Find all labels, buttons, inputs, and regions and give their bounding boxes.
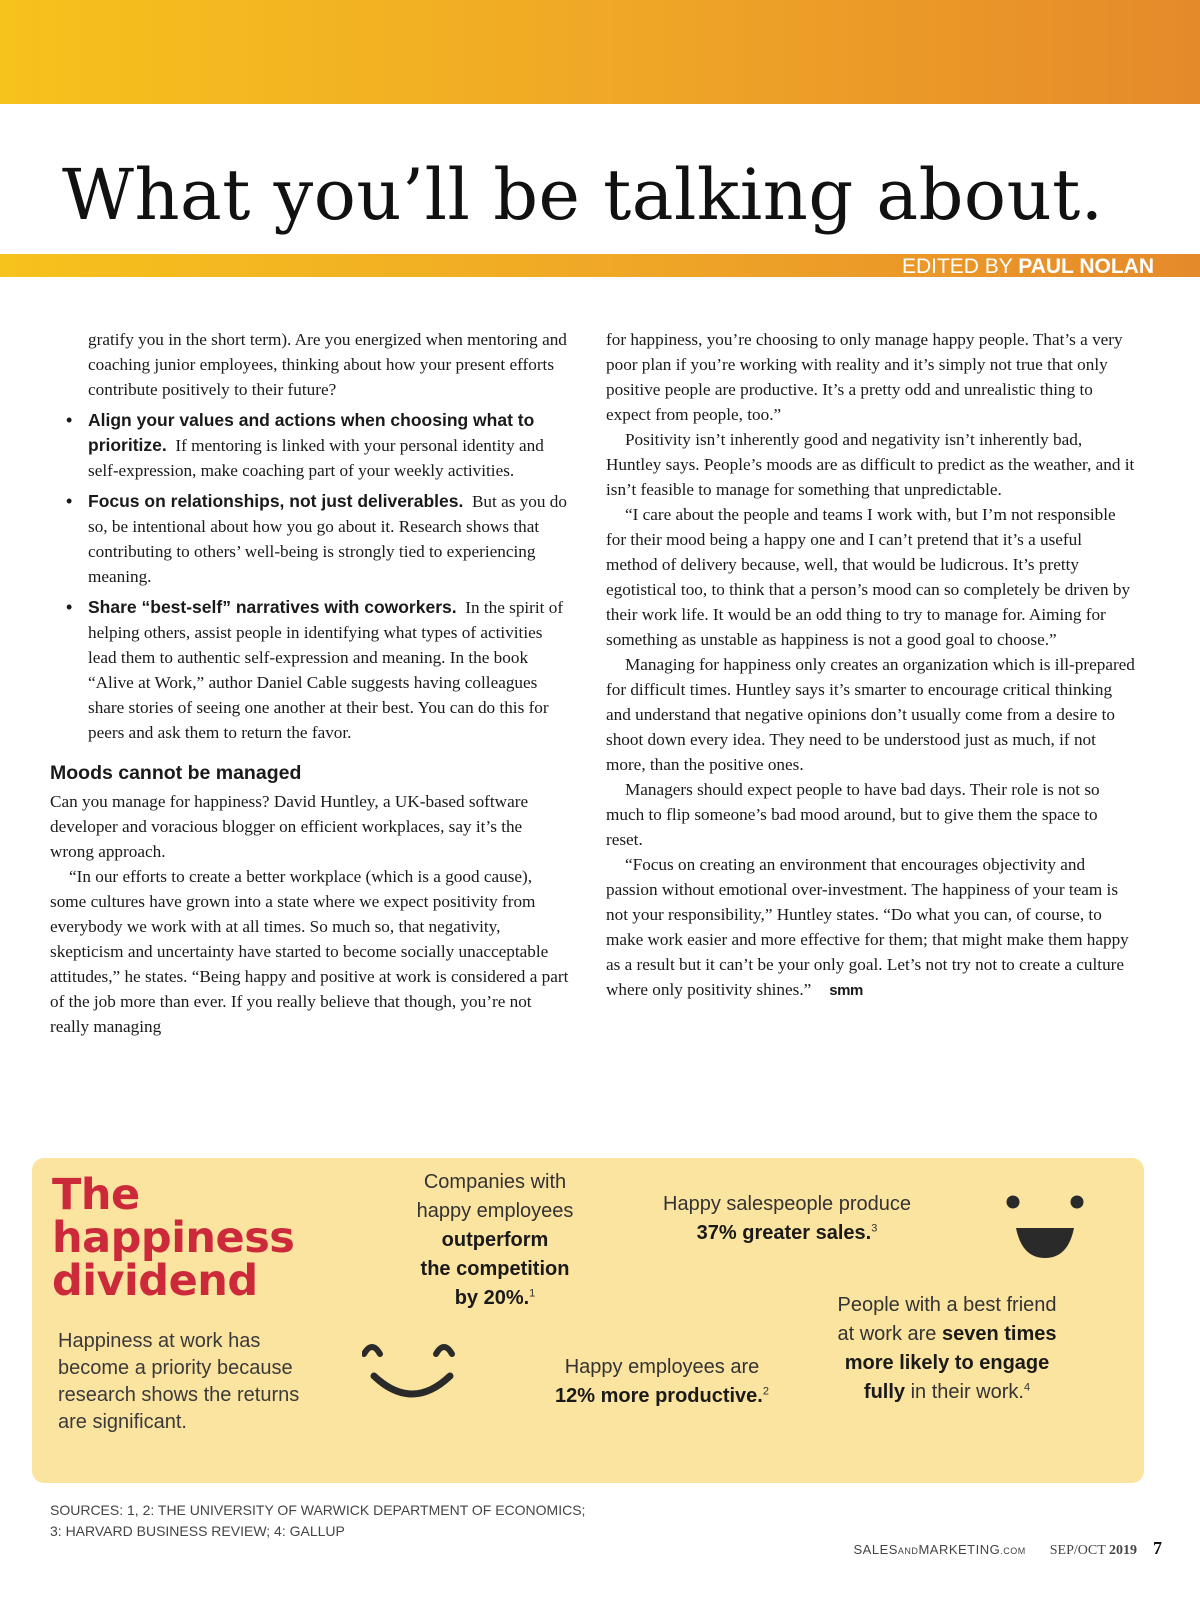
bullet-text: In the spirit of helping others, assist people in identifying what types of activities lead them to authentic self-expression and meaning. In the book “Alive at Work,” author Daniel Cable suggests having colleagues share stories of seeing one another at their best. You can do this for peers and ask them to return the favor. bbox=[88, 598, 564, 742]
sources-note bbox=[50, 1500, 585, 1542]
stat-highlight: seven times bbox=[941, 1323, 1057, 1345]
list-item bbox=[50, 489, 570, 589]
brand-part: .COM bbox=[1000, 1546, 1026, 1556]
stat-highlight: outperform bbox=[441, 1229, 549, 1251]
stat-sales bbox=[652, 1190, 922, 1248]
sources-line: SOURCES: 1, 2: THE UNIVERSITY OF WARWICK DEPARTMENT OF ECONOMICS; bbox=[50, 1502, 586, 1518]
infobox-title-line: The bbox=[52, 1170, 140, 1220]
brand-part: AND bbox=[897, 1546, 919, 1556]
top-color-bar bbox=[0, 0, 1200, 104]
stat-productive bbox=[532, 1353, 792, 1411]
infobox-intro: Happiness at work has become a priority because research shows the returns are significant. bbox=[58, 1330, 300, 1433]
body-paragraph bbox=[606, 852, 1136, 1003]
tips-list bbox=[50, 408, 570, 745]
footnote-ref: 2 bbox=[762, 1385, 769, 1398]
smiley-face-icon bbox=[998, 1192, 1092, 1262]
stat-text: in their work. bbox=[910, 1381, 1024, 1403]
brand-part: MARKETING bbox=[918, 1542, 1001, 1557]
brand-part: SALES bbox=[853, 1542, 898, 1557]
infobox-title bbox=[52, 1170, 295, 1306]
body-paragraph: Positivity isn’t inherently good and negativity isn’t inherently bad, Huntley says. People’s moods are as difficult to predict as the weather, and it isn’t feasible to manage for something that unpredictable. bbox=[606, 430, 1135, 499]
right-column bbox=[606, 327, 1136, 1003]
section-subhead: Moods cannot be managed bbox=[50, 762, 302, 784]
issue-month: SEP/OCT bbox=[1049, 1543, 1106, 1558]
editor-name: PAUL NOLAN bbox=[1018, 255, 1154, 278]
publication-brand bbox=[854, 1542, 1026, 1557]
issue-year: 2019 bbox=[1109, 1543, 1137, 1558]
body-paragraph: “In our efforts to create a better workplace (which is a good cause), some cultures have grown into a state where we expect positivity from everybody we work with at all times. So much so, that negativity, skepticism and uncertainty have started to become socially unacceptable attitudes,” he states. “Being happy and positive at work is considered a part of the job more than ever. If you really believe that though, you’re not really managing bbox=[50, 867, 569, 1036]
end-mark-logo: smm bbox=[829, 982, 863, 999]
stat-text: at work are bbox=[837, 1323, 937, 1345]
sources-line: 3: HARVARD BUSINESS REVIEW; 4: GALLUP bbox=[50, 1523, 345, 1539]
stat-highlight: fully bbox=[863, 1381, 906, 1403]
issue-date bbox=[1050, 1543, 1137, 1558]
bullet-text: But as you do so, be intentional about how you go about it. Research shows that contributing to others’ well-being is strongly tied to experiencing meaning. bbox=[88, 492, 567, 586]
stat-text: People with a best friend bbox=[837, 1294, 1057, 1316]
wink-smile-icon bbox=[362, 1338, 466, 1408]
stat-highlight: the competition bbox=[420, 1258, 570, 1280]
bullet-lead: Align your values and actions when choosing what to prioritize. bbox=[88, 410, 535, 455]
stat-text: Happy employees are bbox=[564, 1356, 760, 1378]
list-item bbox=[50, 408, 570, 483]
opening-paragraph: gratify you in the short term). Are you energized when mentoring and coaching junior employees, thinking about how your present efforts contribute positively to their future? bbox=[88, 330, 567, 399]
page-number: 7 bbox=[1153, 1538, 1162, 1558]
happiness-dividend-infobox bbox=[32, 1158, 1144, 1483]
stat-highlight: more likely to engage bbox=[844, 1352, 1050, 1374]
bullet-icon: • bbox=[66, 491, 73, 511]
stat-text: happy employees bbox=[416, 1200, 574, 1222]
infobox-title-line: dividend bbox=[52, 1256, 258, 1306]
body-paragraph: Managing for happiness only creates an organization which is ill-prepared for difficult times. Huntley says it’s smarter to encourage critical thinking and understand that negative opinions don’t usually come from a desire to shoot down every idea. They need to be understood just as much, if not more, than the positive ones. bbox=[606, 655, 1135, 774]
stat-outperform bbox=[380, 1168, 610, 1313]
body-paragraph: Managers should expect people to have bad days. Their role is not so much to flip someone’s bad mood around, but to give them the space to reset. bbox=[606, 780, 1100, 849]
bullet-icon: • bbox=[66, 410, 73, 430]
footnote-ref: 1 bbox=[529, 1287, 536, 1300]
stat-highlight: 37% greater sales. bbox=[696, 1222, 872, 1244]
bullet-text: If mentoring is linked with your personal identity and self-expression, make coaching part of your weekly activities. bbox=[88, 436, 544, 480]
page-footer bbox=[854, 1538, 1163, 1559]
bullet-lead: Focus on relationships, not just deliverables. bbox=[88, 491, 464, 511]
bullet-lead: Share “best-self” narratives with coworkers. bbox=[88, 597, 457, 617]
closing-paragraph-text: “Focus on creating an environment that encourages objectivity and passion without emotional over-investment. The happiness of your team is not your responsibility,” Huntley states. “Do what you can, of course, to make work easier and more effective for them; that might make them happy as a result but it can’t be your only goal. Let’s not try not to create a culture where only positivity shines.” bbox=[606, 855, 1129, 999]
infobox-title-line: happiness bbox=[52, 1213, 295, 1263]
edited-by-label: EDITED BY bbox=[901, 255, 1013, 278]
stat-text: Companies with bbox=[423, 1171, 567, 1193]
stat-highlight: 12% more productive. bbox=[555, 1385, 763, 1407]
body-paragraph: for happiness, you’re choosing to only manage happy people. That’s a very poor plan if you’re working with reality and it’s simply not true that only positive people are productive. It’s a pretty odd and unrealistic thing to expect from people, too.” bbox=[606, 330, 1123, 424]
stat-text: Happy salespeople produce bbox=[663, 1193, 911, 1215]
edited-by-credit bbox=[902, 254, 1154, 277]
footnote-ref: 3 bbox=[871, 1222, 878, 1235]
list-item bbox=[50, 595, 570, 745]
bullet-icon: • bbox=[66, 597, 73, 617]
footnote-ref: 4 bbox=[1023, 1381, 1031, 1394]
page-headline: What you’ll be talking about. bbox=[62, 154, 1104, 236]
left-column bbox=[50, 327, 570, 1039]
body-paragraph: “I care about the people and teams I work with, but I’m not responsible for their mood being a happy one and I can’t pretend that it’s a useful method of delivery because, well, that would be ludicrous. It’s pretty egotistical too, to think that a person’s mood can so completely be driven by their work life. It would be an odd thing to try to manage for. Aiming for something as unstable as happiness is not a good goal to choose.” bbox=[606, 505, 1131, 649]
stat-best-friend bbox=[822, 1291, 1072, 1407]
stat-highlight: by 20%. bbox=[454, 1287, 530, 1309]
body-paragraph: Can you manage for happiness? David Huntley, a UK-based software developer and voracious blogger on efficient workplaces, say it’s the wrong approach. bbox=[50, 792, 529, 861]
